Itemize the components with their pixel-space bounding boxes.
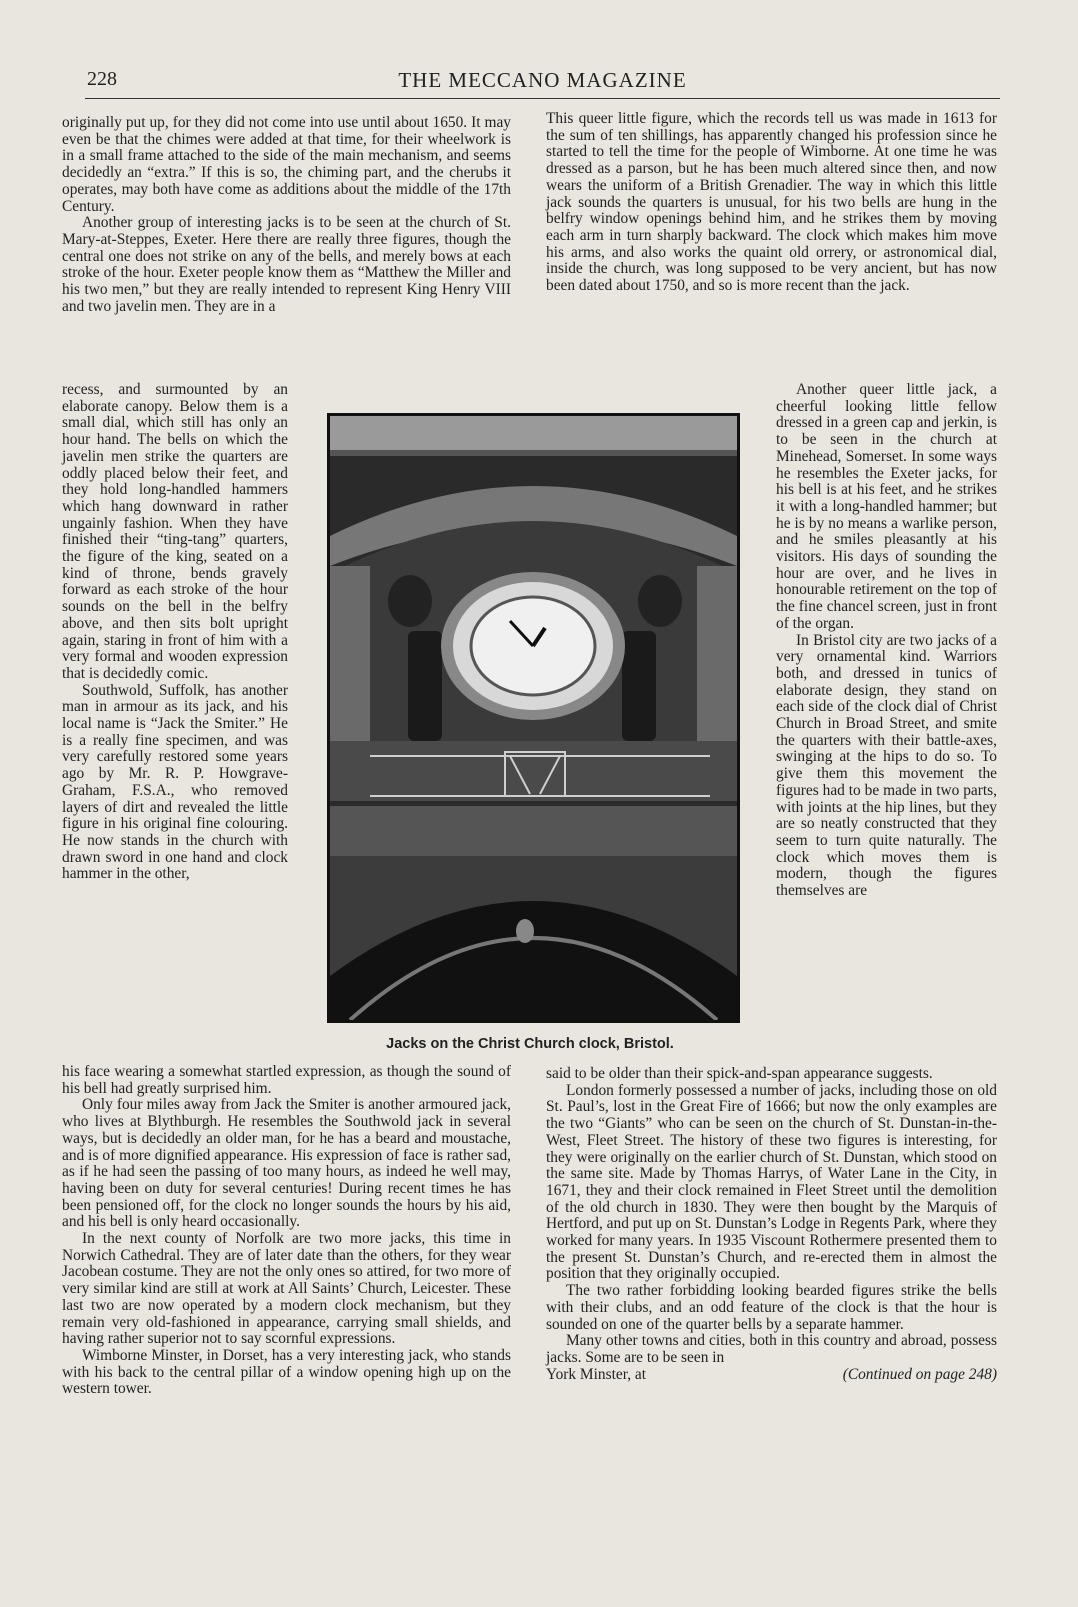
photo-caption: Jacks on the Christ Church clock, Bristol. (386, 1036, 674, 1052)
clock-photograph (327, 413, 740, 1023)
left-column-narrow (62, 382, 288, 883)
paragraph: recess, and surmounted by an elaborate canopy. Below them is a small dial, which still has only an hour hand. The bells on which the javelin men strike the quarters are oddly placed below their feet, and they hold long-handled hammers which hang downward in rather ungainly fashion. When they have finished their “ting-tang” quarters, the figure of the king, seated on a kind of throne, bends gravely forward as each stroke of the hour sounds on the bell in the belfry above, and then sits bolt upright again, staring in front of him with a very formal and wooden expression that is decidedly comic. (62, 381, 288, 682)
continuation-line (546, 1367, 997, 1384)
right-column-top (546, 111, 997, 295)
paragraph: In the next county of Norfolk are two more jacks, this time in Norwich Cathedral. They are of later date than the others, for they wear Jacobean costume. They are not the only ones so attired, for two more of very similar kind are still at work at All Saints’ Church, Leicester. These last two are now operated by a modern clock mechanism, but they remain very old-fashioned in appearance, carrying small shields, and having rather superior not to say scornful expressions. (62, 1230, 511, 1348)
paragraph: Another group of interesting jacks is to be seen at the church of St. Mary-at-Steppes, Exeter. Here there are really three figures, though the central one does not strike on any of the bells, and merely bows at each stroke of the hour. Exeter people know them as “Matthew the Miller and his two men,” but they are really intended to represent King Henry VIII and two javelin men. They are in a (62, 214, 511, 315)
page-header (85, 66, 1000, 99)
paragraph: originally put up, for they did not come into use until about 1650. It may even be that the chimes were added at that time, for their wheelwork is in a small frame attached to the side of the main mechanism, and seems decidedly an “extra.” If this is so, the chiming part, and the cherubs it operates, may both have come as additions about the middle of the 17th Century. (62, 114, 511, 215)
paragraph: This queer little figure, which the records tell us was made in 1613 for the sum of ten shillings, has apparently changed his profession since he started to tell the time for the people of Wimborne. At one time he was dressed as a parson, but he has been much altered since then, and now wears the uniform of a British Grenadier. The way in which this little jack sounds the quarters is unusual, for his two bells are hung in the belfry window openings behind him, and he strikes them by moving each arm in turn sharply backward. The clock which makes him move his arms, and also works the quaint old orrery, or astronomical dial, inside the church, was long supposed to be very ancient, but has now been dated about 1750, and so is more recent than the jack. (546, 110, 997, 295)
paragraph: said to be older than their spick-and-span appearance suggests. (546, 1065, 933, 1082)
paragraph: Many other towns and cities, both in this country and abroad, possess jacks. Some are to be seen in (546, 1332, 997, 1366)
continued-note: (Continued on page 248) (842, 1365, 997, 1383)
page-number: 228 (87, 68, 117, 90)
magazine-title: THE MECCANO MAGAZINE (398, 68, 687, 92)
right-column-bottom (546, 1066, 997, 1383)
paragraph: In Bristol city are two jacks of a very ornamental kind. Warriors both, and dressed in tunics of elaborate design, they stand on each side of the clock dial of Christ Church in Broad Street, and smite the quarters with their battle-axes, swinging at the hips to do so. To give them this movement the figures had to be made in two parts, with joints at the hip lines, but they are so neatly constructed that they seem to turn quite naturally. The clock which moves them is modern, though the figures themselves are (776, 631, 997, 900)
paragraph-end: York Minster, at (546, 1365, 647, 1383)
left-column-bottom (62, 1064, 511, 1398)
paragraph: London formerly possessed a number of jacks, including those on old St. Paul’s, lost in the Great Fire of 1666; but now the only examples are the two “Giants” who can be seen on the church of St. Dunstan-in-the-West, Fleet Street. The history of these two figures is interesting, for they were originally on the earlier church of St. Dunstan, which stood on the same site. Made by Thomas Harrys, of Water Lane in the City, in 1671, they and their clock remained in Fleet Street until the demolition of the old church in 1830. They were then bought by the Marquis of Hertford, and put up on St. Dunstan’s Lodge in Regents Park, where they worked for many years. In 1935 Viscount Rothermere presented them to the present St. Dunstan’s Church, and re-erected them in almost the position that they originally occupied. (546, 1081, 997, 1283)
paragraph: The two rather forbidding looking bearded figures strike the bells with their clubs, and an odd feature of the clock is that the hour is sounded on one of the quarter bells by a separate hammer. (546, 1282, 997, 1333)
paragraph: Southwold, Suffolk, has another man in armour as its jack, and his local name is “Jack the Smiter.” He is a really fine specimen, and was very carefully restored some years ago by Mr. R. P. Howgrave-Graham, F.S.A., who removed layers of dirt and revealed the little figure in his original fine colouring. He now stands in the church with drawn sword in one hand and clock hammer in the other, (62, 681, 288, 883)
paragraph: his face wearing a somewhat startled expression, as though the sound of his bell had greatly surprised him. (62, 1063, 511, 1097)
paragraph: Only four miles away from Jack the Smiter is another armoured jack, who lives at Blythburgh. He resembles the Southwold jack in several ways, but is decidedly an older man, for he has a beard and moustache, and is of more dignified appearance. His expression of face is rather sad, as if he had seen the passing of too many hours, as indeed he well may, having been on duty for several centuries! During recent times he has been pensioned off, for the clock no longer sounds the hours by his aid, and his bell is only heard occasionally. (62, 1096, 511, 1231)
right-column-narrow (776, 382, 997, 900)
clock-photo-illustration (330, 416, 737, 1020)
paragraph: Wimborne Minster, in Dorset, has a very interesting jack, who stands with his back to the central pillar of a window opening high up on the western tower. (62, 1346, 511, 1398)
left-column-top (62, 115, 511, 315)
paragraph: Another queer little jack, a cheerful looking little fellow dressed in a green cap and jerkin, is to be seen in the church at Minehead, Somerset. In some ways he resembles the Exeter jacks, for his bell is at his feet, and he strikes it with a long-handled hammer; but he is by no means a warlike person, and he smiles pleasantly at his visitors. His days of sounding the hour are over, and he lives in honourable retirement on the top of the fine chancel screen, just in front of the organ. (776, 381, 997, 632)
